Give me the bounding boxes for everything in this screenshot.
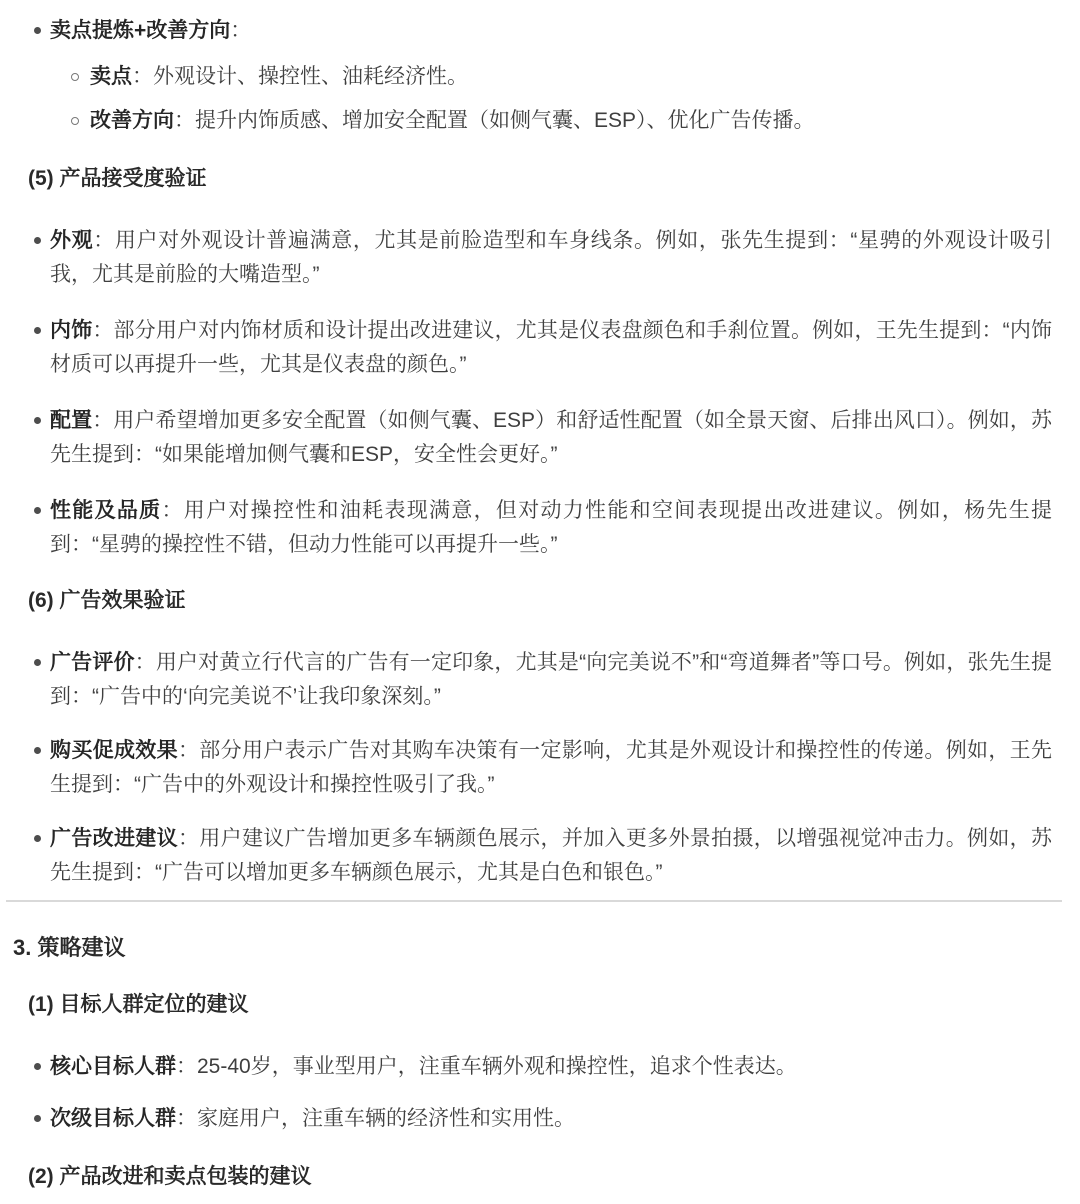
item-label: 配置 <box>50 409 93 432</box>
item-label: 购买促成效果 <box>50 739 178 762</box>
item-text: ：25-40岁，事业型用户，注重车辆外观和操控性，追求个性表达。 <box>176 1055 797 1078</box>
bullet-icon <box>34 747 41 754</box>
item-text: ：提升内饰质感、增加安全配置（如侧气囊、ESP）、优化广告传播。 <box>174 109 815 132</box>
bullet-icon <box>34 1115 41 1122</box>
list-item <box>8 14 1052 48</box>
bullet-icon <box>34 835 41 842</box>
list-item <box>8 404 1052 472</box>
item-text: ：家庭用户，注重车辆的经济性和实用性。 <box>176 1107 575 1130</box>
section-heading-2: (2) 产品改进和卖点包装的建议 <box>28 1165 312 1188</box>
item-label: 卖点提炼+改善方向 <box>50 19 231 42</box>
section-heading-5: (5) 产品接受度验证 <box>28 167 207 190</box>
item-text-wrap <box>90 65 468 88</box>
item-text: ：用户对外观设计普遍满意，尤其是前脸造型和车身线条。例如，张先生提到：“星骋的外观设计吸引我，尤其是前脸的大嘴造型。” <box>50 229 1052 286</box>
list-item <box>8 314 1052 382</box>
item-text: ： <box>230 19 252 42</box>
section-heading-6: (6) 广告效果验证 <box>28 589 186 612</box>
list-item <box>8 1050 1052 1084</box>
item-text: ：外观设计、操控性、油耗经济性。 <box>132 65 468 88</box>
item-label: 卖点 <box>90 65 132 88</box>
bullet-icon <box>34 417 41 424</box>
circle-bullet-icon <box>71 117 79 125</box>
list-item <box>8 646 1052 714</box>
list-item <box>8 1102 1052 1136</box>
item-text-wrap <box>90 109 815 132</box>
item-text-wrap <box>50 499 1052 556</box>
list-item <box>8 822 1052 890</box>
section-divider <box>6 900 1062 902</box>
item-label: 核心目标人群 <box>50 1055 176 1078</box>
item-text-wrap <box>50 1107 575 1130</box>
item-label: 内饰 <box>50 319 93 342</box>
item-label: 性能及品质 <box>50 499 162 522</box>
item-text: ：用户希望增加更多安全配置（如侧气囊、ESP）和舒适性配置（如全景天窗、后排出风口）。例如，苏先生提到：“如果能增加侧气囊和ESP，安全性会更好。” <box>50 409 1052 466</box>
list-item <box>8 224 1052 292</box>
bullet-icon <box>34 1063 41 1070</box>
item-text-wrap <box>50 229 1052 286</box>
bullet-icon <box>34 27 41 34</box>
list-item <box>8 734 1052 802</box>
list-item <box>8 60 1052 94</box>
item-text-wrap <box>50 827 1052 884</box>
item-text-wrap <box>50 739 1052 796</box>
circle-bullet-icon <box>71 73 79 81</box>
bullet-icon <box>34 237 41 244</box>
item-text: ：用户建议广告增加更多车辆颜色展示，并加入更多外景拍摄，以增强视觉冲击力。例如，苏先生提到：“广告可以增加更多车辆颜色展示，尤其是白色和银色。” <box>50 827 1053 884</box>
bullet-icon <box>34 507 41 514</box>
bullet-icon <box>34 327 41 334</box>
item-text: ：部分用户对内饰材质和设计提出改进建议，尤其是仪表盘颜色和手刹位置。例如，王先生提到：“内饰材质可以再提升一些，尤其是仪表盘的颜色。” <box>50 319 1052 376</box>
item-label: 广告评价 <box>50 651 135 674</box>
bullet-icon <box>34 659 41 666</box>
item-text: ：用户对黄立行代言的广告有一定印象，尤其是“向完美说不”和“弯道舞者”等口号。例如，张先生提到：“广告中的‘向完美说不’让我印象深刻。” <box>50 651 1052 708</box>
item-label: 次级目标人群 <box>50 1107 176 1130</box>
list-item <box>8 494 1052 562</box>
item-label: 改善方向 <box>90 109 174 132</box>
item-text-wrap <box>50 409 1052 466</box>
item-text-wrap <box>50 651 1052 708</box>
item-label: 外观 <box>50 229 94 252</box>
item-text-wrap <box>50 319 1052 376</box>
list-item <box>8 104 1052 138</box>
item-label: 广告改进建议 <box>50 827 178 850</box>
item-text: ：用户对操控性和油耗表现满意，但对动力性能和空间表现提出改进建议。例如，杨先生提到：“星骋的操控性不错，但动力性能可以再提升一些。” <box>50 499 1053 556</box>
item-text-wrap <box>50 1055 797 1078</box>
item-text-wrap <box>50 19 251 42</box>
section-heading-1: (1) 目标人群定位的建议 <box>28 993 249 1016</box>
chapter-heading-strategy: 3. 策略建议 <box>13 935 126 960</box>
item-text: ：部分用户表示广告对其购车决策有一定影响，尤其是外观设计和操控性的传递。例如，王先生提到：“广告中的外观设计和操控性吸引了我。” <box>50 739 1053 796</box>
